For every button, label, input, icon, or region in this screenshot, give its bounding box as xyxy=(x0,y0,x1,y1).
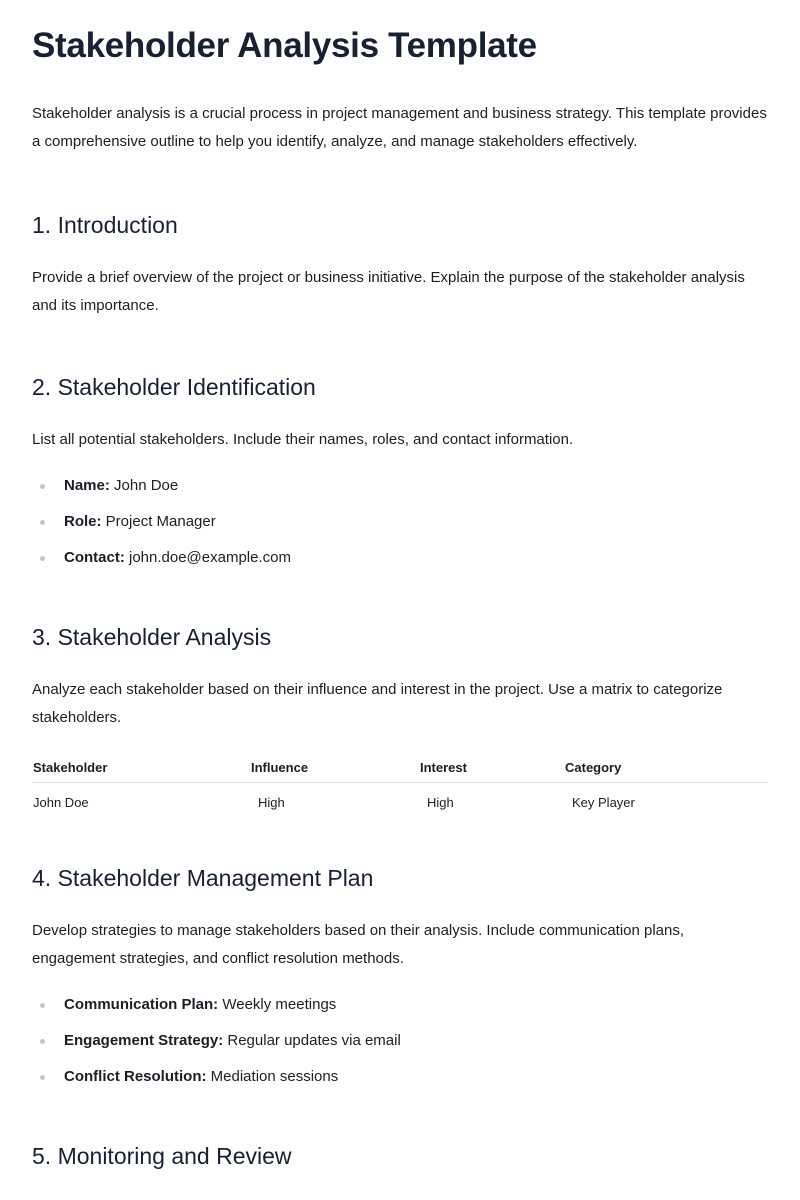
section-text-identification: List all potential stakeholders. Include their names, roles, and contact information. xyxy=(32,431,574,448)
section-heading-management-plan: 4. Stakeholder Management Plan xyxy=(32,865,374,891)
item-value: Mediation sessions xyxy=(210,1068,339,1085)
item-label: Contact: xyxy=(64,549,125,566)
bullet-icon xyxy=(40,1039,45,1044)
list-item xyxy=(32,476,768,496)
column-header-stakeholder: Stakeholder xyxy=(32,760,250,783)
section-heading-identification: 2. Stakeholder Identification xyxy=(32,374,316,400)
intro-paragraph: Stakeholder analysis is a crucial process in project management and business strategy. This template provides a comprehensive outline to help you identify, analyze, and manage stakeholders effectively. xyxy=(32,105,767,150)
item-value: Project Manager xyxy=(105,513,216,530)
section-text-management-plan: Develop strategies to manage stakeholders based on their analysis. Include communication plans, engagement strategies, and conflict resolution methods. xyxy=(32,922,685,967)
item-value: John Doe xyxy=(114,477,179,494)
table-row xyxy=(32,783,768,812)
item-value: Weekly meetings xyxy=(222,996,337,1013)
item-label: Role: xyxy=(64,513,102,530)
bullet-icon xyxy=(40,1075,45,1080)
bullet-icon xyxy=(40,484,45,489)
column-header-influence: Influence xyxy=(250,760,419,783)
section-text-introduction: Provide a brief overview of the project or business initiative. Explain the purpose of the stakeholder analysis and its importance. xyxy=(32,269,745,314)
list-item xyxy=(32,512,768,532)
management-plan-list xyxy=(32,995,768,1087)
item-value: john.doe@example.com xyxy=(129,549,291,566)
column-header-category: Category xyxy=(564,760,768,783)
cell-category: Key Player xyxy=(572,795,635,810)
table-header-row xyxy=(32,760,768,783)
bullet-icon xyxy=(40,520,45,525)
item-label: Communication Plan: xyxy=(64,996,219,1013)
column-header-interest: Interest xyxy=(419,760,564,783)
bullet-icon xyxy=(40,556,45,561)
section-heading-monitoring: 5. Monitoring and Review xyxy=(32,1143,292,1169)
section-text-analysis: Analyze each stakeholder based on their influence and interest in the project. Use a matrix to categorize stakeholders. xyxy=(32,681,723,726)
item-label: Name: xyxy=(64,477,110,494)
cell-interest: High xyxy=(427,795,454,810)
item-value: Regular updates via email xyxy=(227,1032,401,1049)
list-item xyxy=(32,995,768,1015)
list-item xyxy=(32,548,768,568)
cell-influence: High xyxy=(258,795,285,810)
list-item xyxy=(32,1031,768,1051)
section-heading-analysis: 3. Stakeholder Analysis xyxy=(32,624,272,650)
bullet-icon xyxy=(40,1003,45,1008)
cell-stakeholder: John Doe xyxy=(33,795,89,810)
section-heading-introduction: 1. Introduction xyxy=(32,212,178,238)
stakeholder-matrix-table xyxy=(32,760,768,811)
list-item xyxy=(32,1067,768,1087)
item-label: Engagement Strategy: xyxy=(64,1032,224,1049)
page-title: Stakeholder Analysis Template xyxy=(32,26,537,65)
item-label: Conflict Resolution: xyxy=(64,1068,207,1085)
stakeholder-details-list xyxy=(32,476,768,568)
